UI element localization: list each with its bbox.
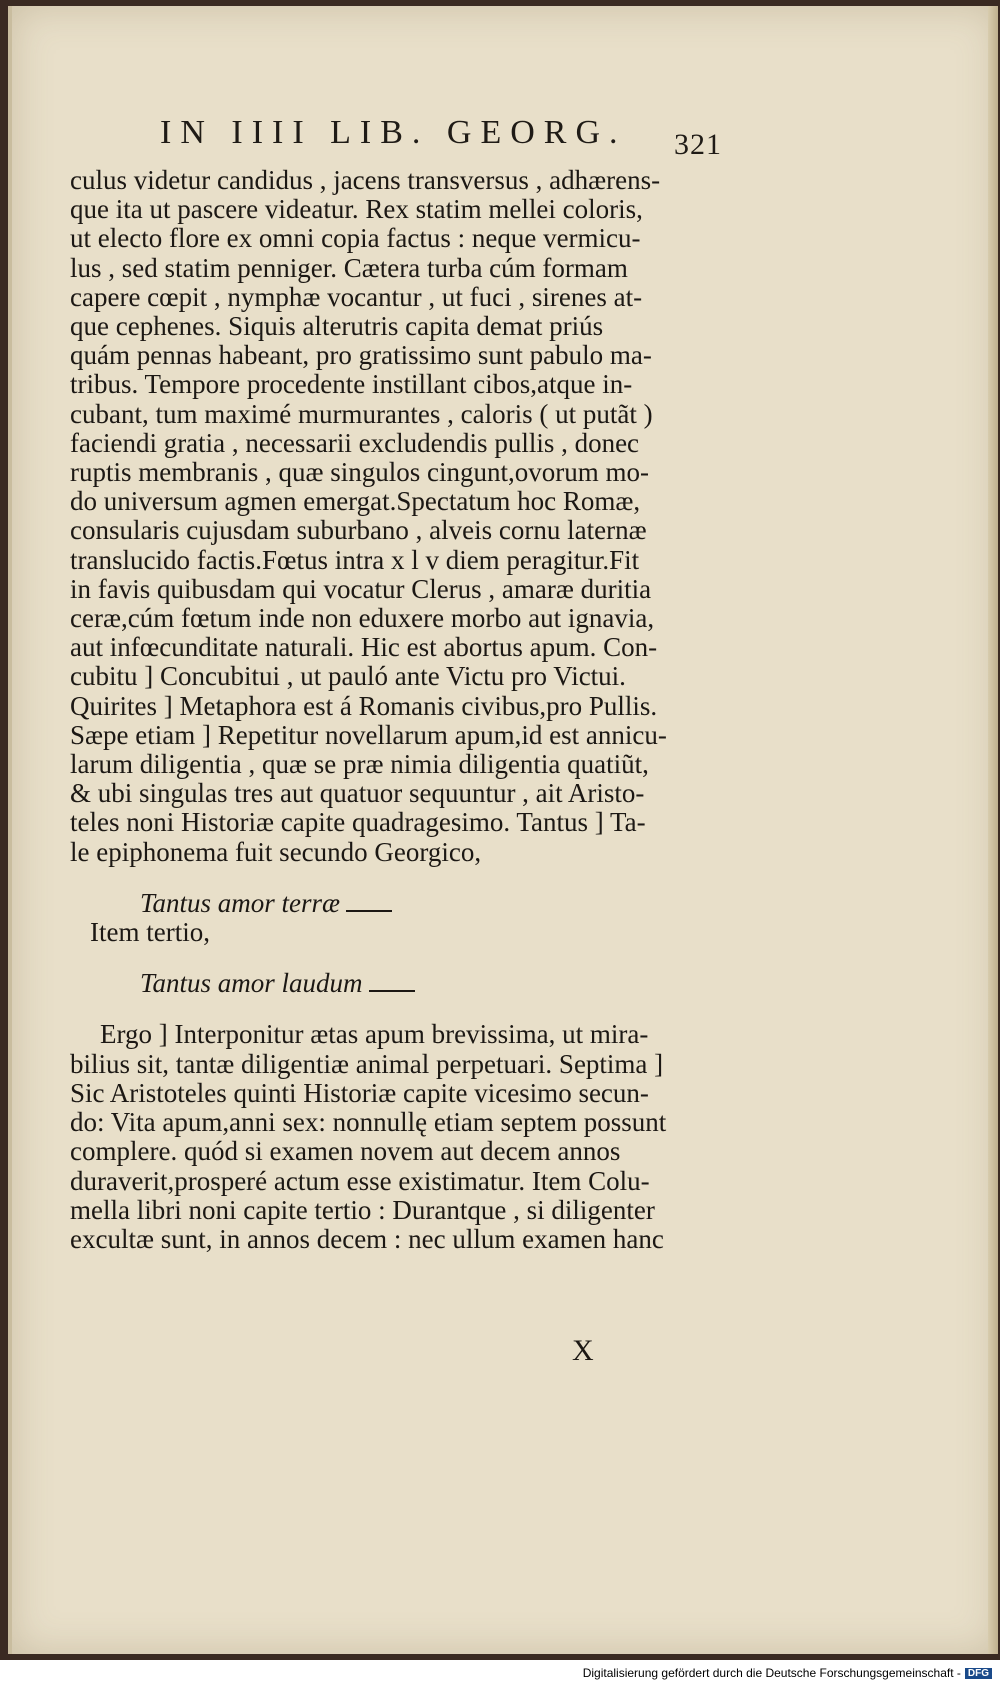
verse-quote-text: Tantus amor terræ bbox=[140, 887, 341, 918]
text-line: do universum agmen emergat.Spectatum hoc Romæ, bbox=[70, 487, 641, 517]
text-line: teles noni Historiæ capite quadragesimo. Tantus ] Ta- bbox=[70, 808, 646, 838]
text-line: mella libri noni capite tertio : Durantque , si diligenter bbox=[70, 1195, 655, 1225]
dfg-logo-icon: DFG bbox=[965, 1668, 992, 1679]
text-line: Sæpe etiam ] Repetitur novellarum apum,id est annicu- bbox=[70, 720, 667, 750]
text-line: duraverit,prosperé actum esse existimatur. Item Colu- bbox=[70, 1166, 650, 1196]
verse-quote bbox=[140, 969, 732, 998]
text-line: ruptis membranis , quæ singulos cingunt,ovorum mo- bbox=[70, 458, 649, 488]
text-line: cubitu ] Concubitui , ut pauló ante Victu pro Victui. bbox=[70, 662, 626, 692]
text-line: cubant, tum maximé murmurantes , caloris ( ut putãt ) bbox=[70, 399, 653, 429]
text-line: in favis quibusdam qui vocatur Clerus , amaræ duritia bbox=[70, 574, 652, 604]
main-text bbox=[70, 166, 732, 1254]
text-line: tribus. Tempore procedente instillant cibos,atque in- bbox=[70, 370, 633, 400]
digitization-footer bbox=[583, 1666, 992, 1680]
book-page bbox=[8, 6, 998, 1654]
text-line: faciendi gratia , necessarii excludendis pullis , donec bbox=[70, 428, 640, 458]
text-line: ut electo flore ex omni copia factus : neque vermicu- bbox=[70, 224, 641, 254]
ellipsis-rule bbox=[346, 910, 392, 912]
signature-mark: X bbox=[572, 1334, 594, 1367]
text-line: culus videtur candidus , jacens transversus , adhærens- bbox=[70, 166, 661, 195]
text-line: Quirites ] Metaphora est á Romanis civibus,pro Pullis. bbox=[70, 691, 658, 721]
verse-quote bbox=[140, 889, 732, 918]
text-line: bilius sit, tantæ diligentiæ animal perpetuari. Septima ] bbox=[70, 1049, 664, 1079]
text-line: consularis cujusdam suburbano , alveis cornu laternæ bbox=[70, 516, 647, 546]
text-line: complere. quód si examen novem aut decem annos bbox=[70, 1137, 621, 1167]
folio-number: 321 bbox=[674, 128, 722, 161]
text-line: excultæ sunt, in annos decem : nec ullum examen hanc bbox=[70, 1224, 664, 1254]
text-line: quám pennas habeant, pro gratissimo sunt pabulo ma- bbox=[70, 341, 652, 371]
text-line: capere cœpit , nymphæ vocantur , ut fuci , sirenes at- bbox=[70, 282, 643, 312]
running-head: IN IIII LIB. GEORG. bbox=[160, 114, 627, 151]
text-line: Ergo ] Interponitur ætas apum brevissima, ut mira- bbox=[100, 1019, 649, 1050]
text-line: do: Vita apum,anni sex: nonnullę etiam septem possunt bbox=[70, 1108, 667, 1138]
verse-quote-text: Tantus amor laudum bbox=[140, 968, 363, 999]
text-line: translucido factis.Fœtus intra x l v diem peragitur.Fit bbox=[70, 545, 640, 575]
ellipsis-rule bbox=[369, 990, 415, 992]
text-line: le epiphonema fuit secundo Georgico, bbox=[70, 837, 482, 867]
text-line: & ubi singulas tres aut quatuor sequuntur , ait Aristo- bbox=[70, 779, 645, 809]
text-line: ceræ,cúm fœtum inde non eduxere morbo aut ignavia, bbox=[70, 604, 655, 634]
text-line: que ita ut pascere videatur. Rex statim mellei coloris, bbox=[70, 195, 643, 225]
text-line: Item tertio, bbox=[90, 917, 210, 948]
footer-text: Digitalisierung gefördert durch die Deutsche Forschungsgemeinschaft - bbox=[582, 1666, 961, 1680]
text-line: larum diligentia , quæ se præ nimia diligentia quatiũt, bbox=[70, 750, 649, 780]
text-line: lus , sed statim penniger. Cætera turba cúm formam bbox=[70, 253, 628, 283]
text-line: aut infœcunditate naturali. Hic est abortus apum. Con- bbox=[70, 633, 658, 663]
text-line: Sic Aristoteles quinti Historiæ capite vicesimo secun- bbox=[70, 1078, 649, 1108]
text-line: que cephenes. Siquis alterutris capita demat priús bbox=[70, 312, 604, 342]
